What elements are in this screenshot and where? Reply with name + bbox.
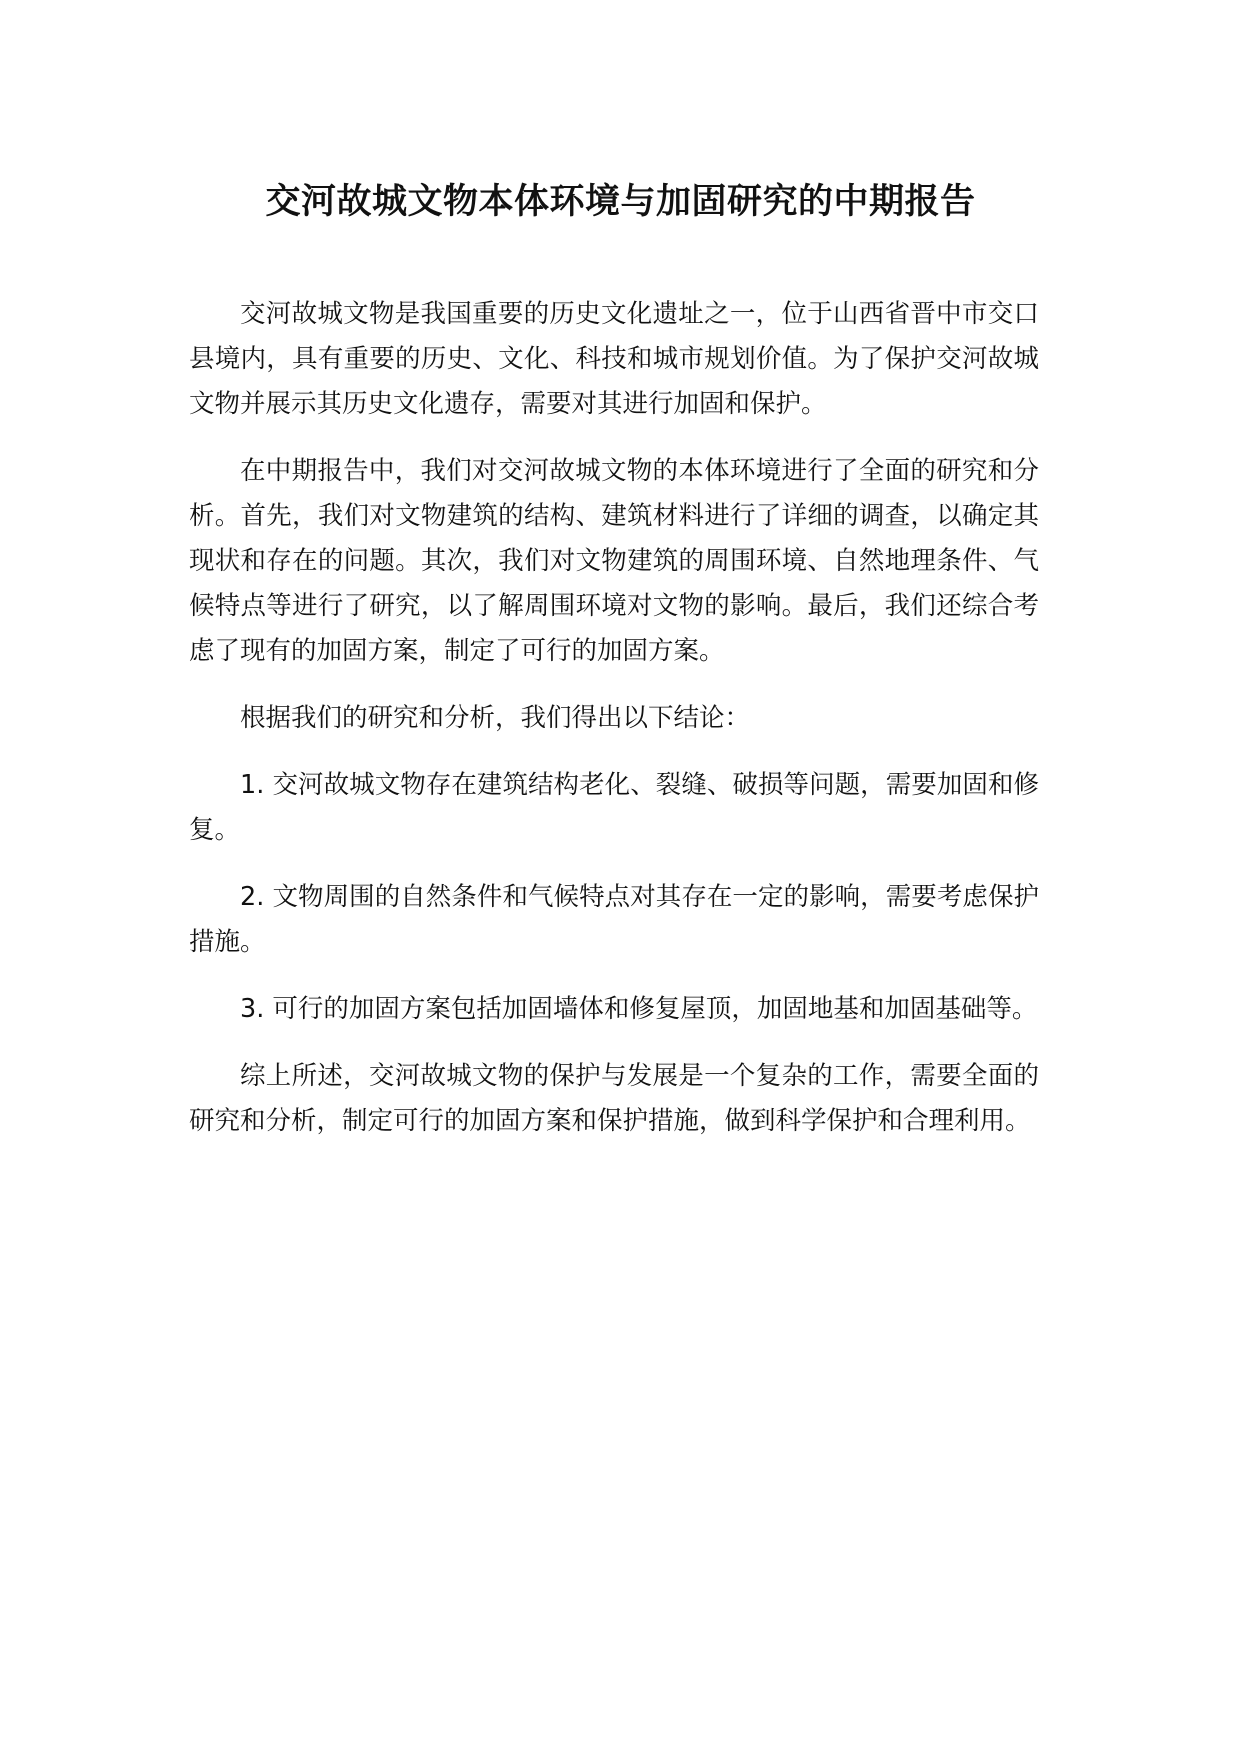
paragraph-conclusion-2: 2. 文物周围的自然条件和气候特点对其存在一定的影响，需要考虑保护措施。 — [189, 882, 1039, 957]
paragraph-intro: 交河故城文物是我国重要的历史文化遗址之一，位于山西省晋中市交口县境内，具有重要的历史、文化、科技和城市规划价值。为了保护交河故城文物并展示其历史文化遗存，需要对其进行加固和保护。 — [189, 299, 1039, 419]
paragraph-research: 在中期报告中，我们对交河故城文物的本体环境进行了全面的研究和分析。首先，我们对文物建筑的结构、建筑材料进行了详细的调查，以确定其现状和存在的问题。其次，我们对文物建筑的周围环境、自然地理条件、气候特点等进行了研究，以了解周围环境对文物的影响。最后，我们还综合考虑了现有的加固方案，制定了可行的加固方案。 — [189, 456, 1039, 666]
document-title: 交河故城文物本体环境与加固研究的中期报告 — [265, 182, 976, 222]
paragraph-conclusion-1: 1. 交河故城文物存在建筑结构老化、裂缝、破损等问题，需要加固和修复。 — [189, 770, 1039, 845]
paragraph-summary: 综上所述，交河故城文物的保护与发展是一个复杂的工作，需要全面的研究和分析，制定可行的加固方案和保护措施，做到科学保护和合理利用。 — [189, 1061, 1039, 1136]
paragraph-conclusion-lead: 根据我们的研究和分析，我们得出以下结论： — [240, 703, 751, 733]
document-body — [189, 292, 1039, 1166]
paragraph-conclusion-3: 3. 可行的加固方案包括加固墙体和修复屋顶，加固地基和加固基础等。 — [240, 994, 1038, 1024]
